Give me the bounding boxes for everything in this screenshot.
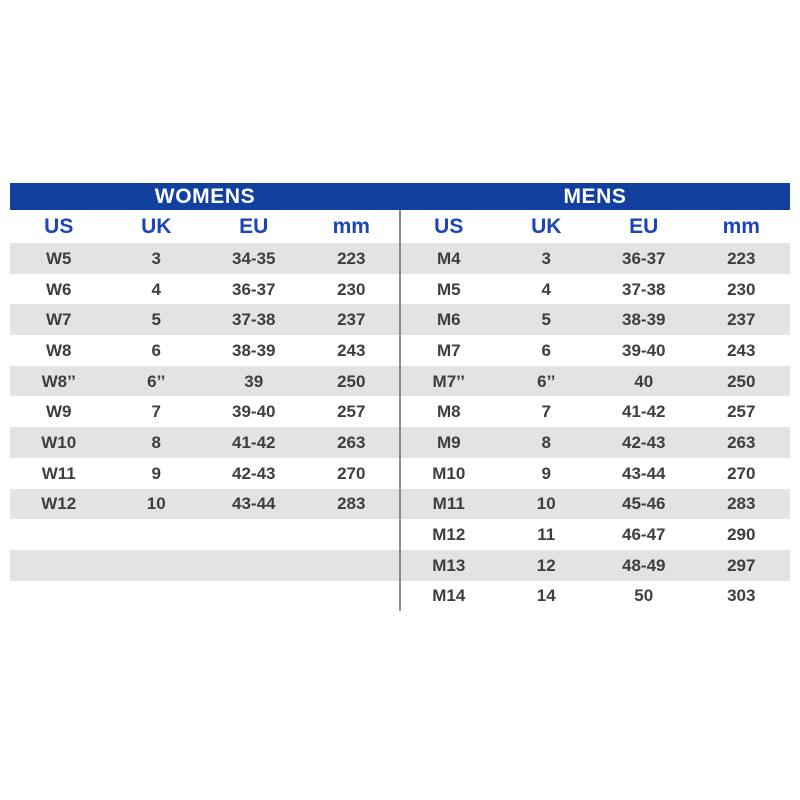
table-cell: 39-40 bbox=[622, 340, 666, 360]
column-header-cell: US bbox=[44, 215, 74, 238]
table-cell: M13 bbox=[432, 555, 466, 575]
column-header-row bbox=[10, 210, 400, 243]
table-cell: W8’’ bbox=[41, 371, 76, 391]
table-cell: 40 bbox=[634, 371, 654, 391]
table-cell: 263 bbox=[727, 432, 756, 452]
table-cell: 6’’ bbox=[147, 371, 166, 391]
section-title-band bbox=[10, 183, 790, 210]
table-cell: 6’’ bbox=[537, 371, 556, 391]
table-row bbox=[400, 366, 790, 397]
table-cell: 10 bbox=[146, 494, 166, 514]
table-cell: 6 bbox=[151, 340, 161, 360]
table-cell: M10 bbox=[432, 463, 466, 483]
table-cell: 39-40 bbox=[232, 402, 276, 422]
table-cell: 290 bbox=[727, 525, 756, 545]
table-cell: M4 bbox=[436, 248, 461, 268]
column-header-cell: EU bbox=[239, 215, 269, 238]
table-row bbox=[400, 396, 790, 427]
table-cell: 230 bbox=[337, 279, 366, 299]
table-cell: 7 bbox=[541, 402, 551, 422]
table-cell: 5 bbox=[541, 310, 551, 330]
table-cell: 41-42 bbox=[232, 432, 276, 452]
table-cell: 5 bbox=[151, 310, 161, 330]
table-cell: 43-44 bbox=[622, 463, 666, 483]
table-row bbox=[400, 243, 790, 274]
table-cell: 36-37 bbox=[622, 248, 666, 268]
table-cell: 237 bbox=[727, 310, 756, 330]
table-cell: 50 bbox=[634, 586, 654, 606]
table-cell: M7 bbox=[436, 340, 461, 360]
table-row bbox=[400, 427, 790, 458]
table-cell: 9 bbox=[541, 463, 551, 483]
table-row bbox=[400, 581, 790, 612]
table-cell: 42-43 bbox=[232, 463, 276, 483]
table-cell: 270 bbox=[727, 463, 756, 483]
column-header-cell: UK bbox=[531, 215, 562, 238]
table-cell: 39 bbox=[244, 371, 264, 391]
table-cell: W9 bbox=[46, 402, 72, 422]
table-row bbox=[10, 427, 400, 458]
table-row bbox=[10, 489, 400, 520]
womens-size-table bbox=[10, 210, 400, 611]
table-cell: W5 bbox=[46, 248, 72, 268]
table-cell: W6 bbox=[46, 279, 72, 299]
table-cell: 263 bbox=[337, 432, 366, 452]
table-cell: M14 bbox=[432, 586, 466, 606]
table-row bbox=[400, 274, 790, 305]
table-cell: 41-42 bbox=[622, 402, 666, 422]
table-cell: 46-47 bbox=[622, 525, 666, 545]
table-row bbox=[10, 550, 400, 581]
table-cell: 283 bbox=[727, 494, 756, 514]
table-cell: 243 bbox=[727, 340, 756, 360]
table-cell: 237 bbox=[337, 310, 366, 330]
column-header-cell: mm bbox=[722, 215, 760, 238]
table-cell: M7’’ bbox=[432, 371, 465, 391]
table-cell: 36-37 bbox=[232, 279, 276, 299]
table-cell: 257 bbox=[337, 402, 366, 422]
column-header-cell: EU bbox=[629, 215, 659, 238]
table-row bbox=[10, 366, 400, 397]
table-cell: W10 bbox=[41, 432, 77, 452]
table-row bbox=[400, 519, 790, 550]
table-cell: M5 bbox=[436, 279, 461, 299]
table-cell: W8 bbox=[46, 340, 72, 360]
table-cell: 303 bbox=[727, 586, 756, 606]
column-header-cell: UK bbox=[141, 215, 172, 238]
table-cell: 14 bbox=[536, 586, 556, 606]
table-row bbox=[10, 396, 400, 427]
table-cell: M11 bbox=[432, 494, 465, 514]
table-cell: 10 bbox=[536, 494, 556, 514]
mens-section-title: MENS bbox=[563, 184, 627, 208]
size-conversion-chart bbox=[10, 183, 790, 611]
table-cell: 11 bbox=[537, 525, 556, 545]
table-cell: 8 bbox=[151, 432, 161, 452]
mens-size-table bbox=[400, 210, 790, 611]
table-cell: 283 bbox=[337, 494, 366, 514]
column-header-cell: US bbox=[434, 215, 464, 238]
table-cell: M8 bbox=[436, 402, 461, 422]
table-cell: 8 bbox=[541, 432, 551, 452]
table-row bbox=[10, 458, 400, 489]
table-cell: 250 bbox=[337, 371, 366, 391]
table-cell: 257 bbox=[727, 402, 756, 422]
table-cell: 9 bbox=[151, 463, 161, 483]
table-cell: 270 bbox=[337, 463, 366, 483]
table-cell: 38-39 bbox=[232, 340, 276, 360]
table-cell: 4 bbox=[541, 279, 551, 299]
table-cell: 48-49 bbox=[622, 555, 666, 575]
table-cell: 34-35 bbox=[232, 248, 276, 268]
table-row bbox=[400, 304, 790, 335]
table-cell: 42-43 bbox=[622, 432, 666, 452]
column-header-row bbox=[400, 210, 790, 243]
table-cell: M6 bbox=[436, 310, 461, 330]
table-cell: 43-44 bbox=[232, 494, 276, 514]
table-cell: 243 bbox=[337, 340, 366, 360]
table-cell: M9 bbox=[436, 432, 461, 452]
table-cell: 37-38 bbox=[232, 310, 276, 330]
table-cell: 250 bbox=[727, 371, 756, 391]
table-cell: M12 bbox=[432, 525, 466, 545]
table-cell: 37-38 bbox=[622, 279, 666, 299]
table-row bbox=[400, 335, 790, 366]
column-header-cell: mm bbox=[332, 215, 370, 238]
table-cell: W11 bbox=[41, 463, 76, 483]
table-cell: 4 bbox=[151, 279, 161, 299]
table-cell: 7 bbox=[151, 402, 161, 422]
table-cell: 223 bbox=[337, 248, 366, 268]
table-cell: W12 bbox=[41, 494, 77, 514]
size-tables bbox=[10, 210, 790, 611]
table-row bbox=[10, 274, 400, 305]
table-row bbox=[10, 581, 400, 612]
table-cell: W7 bbox=[46, 310, 72, 330]
table-cell: 12 bbox=[536, 555, 556, 575]
table-row bbox=[10, 519, 400, 550]
table-row bbox=[10, 243, 400, 274]
womens-section-title: WOMENS bbox=[154, 184, 256, 208]
table-row bbox=[400, 489, 790, 520]
table-cell: 230 bbox=[727, 279, 756, 299]
table-cell: 3 bbox=[541, 248, 551, 268]
table-cell: 6 bbox=[541, 340, 551, 360]
table-row bbox=[10, 304, 400, 335]
table-cell: 38-39 bbox=[622, 310, 666, 330]
table-row bbox=[400, 458, 790, 489]
table-cell: 45-46 bbox=[622, 494, 666, 514]
table-cell: 223 bbox=[727, 248, 756, 268]
table-divider-line bbox=[399, 210, 401, 611]
table-cell: 3 bbox=[151, 248, 161, 268]
table-row bbox=[10, 335, 400, 366]
table-row bbox=[400, 550, 790, 581]
table-cell: 297 bbox=[727, 555, 756, 575]
